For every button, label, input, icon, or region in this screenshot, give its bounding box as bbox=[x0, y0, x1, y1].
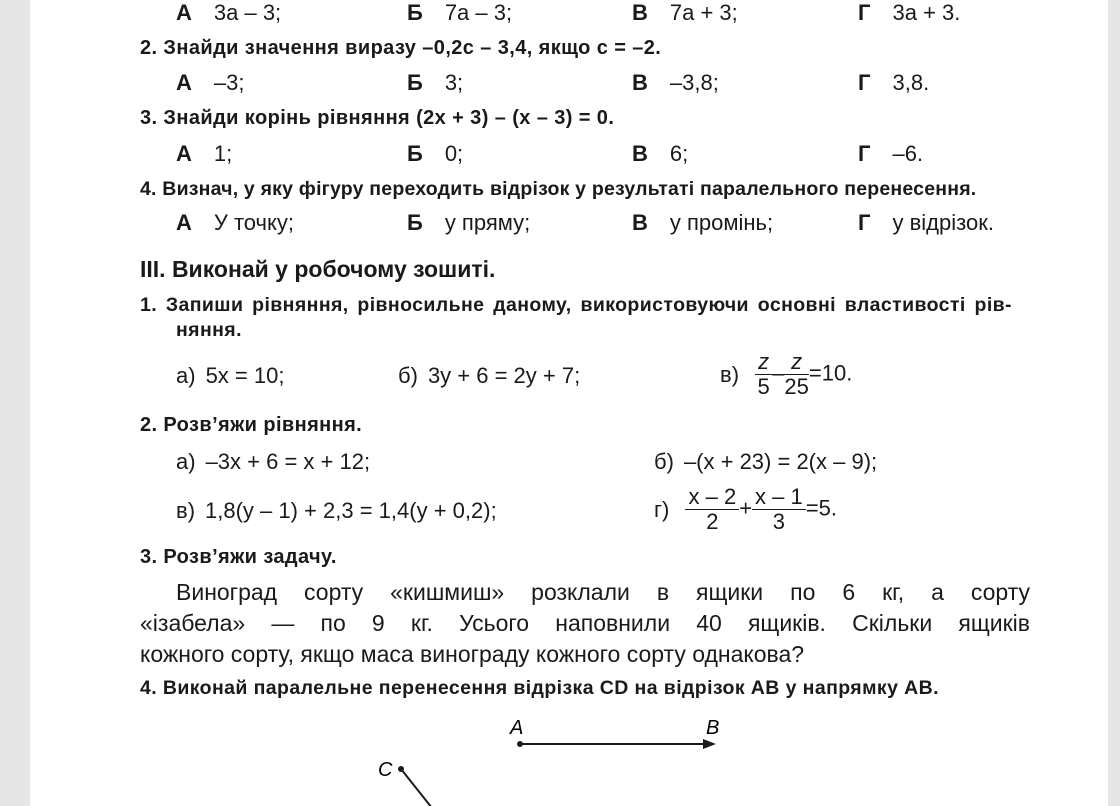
arrow-head-icon bbox=[703, 739, 716, 749]
task-3-problem-text bbox=[140, 577, 1030, 670]
task-1-c: в) $\frac{z}{5}$ – $\frac{z}{25}$ =10. bbox=[720, 349, 853, 399]
point-c-label: C bbox=[378, 759, 393, 781]
task-1-a: а) 5x = 10; bbox=[176, 363, 285, 388]
q3-option-c: В 6; bbox=[632, 141, 689, 166]
section-3-heading: III. Виконай у робочому зошиті. bbox=[140, 256, 496, 282]
q3-option-a: А 1; bbox=[176, 141, 233, 166]
q4-option-a: А У точку; bbox=[176, 210, 295, 235]
q2-option-b: Б 3; bbox=[407, 70, 464, 95]
task-2-c: в) 1,8(y – 1) + 2,3 = 1,4(y + 0,2); bbox=[176, 498, 497, 523]
task-1-line-1: 1. Запиши рівняння, рівносильне даному, використовуючи основні властивості рів- bbox=[140, 294, 1012, 316]
fraction-x-minus-2-over-2: $\frac{x - 2}{2}$ bbox=[685, 485, 739, 534]
q2-option-a: А –3; bbox=[176, 70, 245, 95]
q4-option-b: Б у пряму; bbox=[407, 210, 531, 235]
q1-option-b: Б 7a – 3; bbox=[407, 0, 513, 25]
q4-option-d: Г у відрізок. bbox=[858, 210, 994, 235]
textbook-page bbox=[30, 0, 1108, 806]
question-2: 2. Знайди значення виразу –0,2с – 3,4, якщо с = –2. bbox=[140, 37, 662, 59]
task-2-b: б) –(x + 23) = 2(x – 9); bbox=[654, 449, 878, 474]
problem-line-3: кожного сорту, якщо маса винограду кожного сорту однакова? bbox=[140, 641, 805, 667]
q2-option-c: В –3,8; bbox=[632, 70, 719, 95]
fraction-z-5: $\frac{z}{5}$ bbox=[755, 350, 772, 399]
problem-line-1: Виноград сорту «кишмиш» розклали в ящики по 6 кг, а сорту bbox=[176, 579, 1030, 605]
task-2-a: а) –3x + 6 = x + 12; bbox=[176, 449, 371, 474]
q3-option-b: Б 0; bbox=[407, 141, 464, 166]
point-a bbox=[517, 741, 523, 747]
point-a-label: A bbox=[510, 717, 524, 739]
task-2-d: г) $\frac{x - 2}{2}$ + $\frac{x - 1}{3}$ =5. bbox=[654, 484, 837, 534]
fraction-z-25: $\frac{z}{25}$ bbox=[784, 349, 809, 399]
segment-figure bbox=[360, 712, 760, 806]
task-1-b: б) 3y + 6 = 2y + 7; bbox=[398, 363, 581, 388]
question-3: 3. Знайди корінь рівняння (2x + 3) – (x – 3) = 0. bbox=[140, 107, 615, 129]
q4-option-c: В у промінь; bbox=[632, 210, 774, 235]
q1-option-d: Г 3a + 3. bbox=[858, 0, 961, 25]
q1-option-a: А 3a – 3; bbox=[176, 0, 282, 25]
question-4: 4. Визнач, у яку фігуру переходить відрізок у результаті паралельного перенесення. bbox=[140, 178, 977, 200]
point-b-label: B bbox=[706, 717, 720, 739]
fraction-x-minus-1-over-3: $\frac{x - 1}{3}$ bbox=[752, 485, 806, 534]
task-2: 2. Розв’яжи рівняння. bbox=[140, 414, 363, 436]
task-4: 4. Виконай паралельне перенесення відрізка CD на відрізок AB у напрямку AB. bbox=[140, 677, 939, 699]
segment-cd bbox=[401, 769, 432, 806]
q1-option-c: В 7a + 3; bbox=[632, 0, 738, 25]
task-1-line-2: няння. bbox=[176, 319, 242, 341]
q3-option-d: Г –6. bbox=[858, 141, 924, 166]
problem-line-2: «ізабела» — по 9 кг. Усього наповнили 40 ящиків. Скільки ящиків bbox=[140, 610, 1030, 636]
task-3: 3. Розв’яжи задачу. bbox=[140, 546, 337, 568]
q2-option-d: Г 3,8. bbox=[858, 70, 930, 95]
